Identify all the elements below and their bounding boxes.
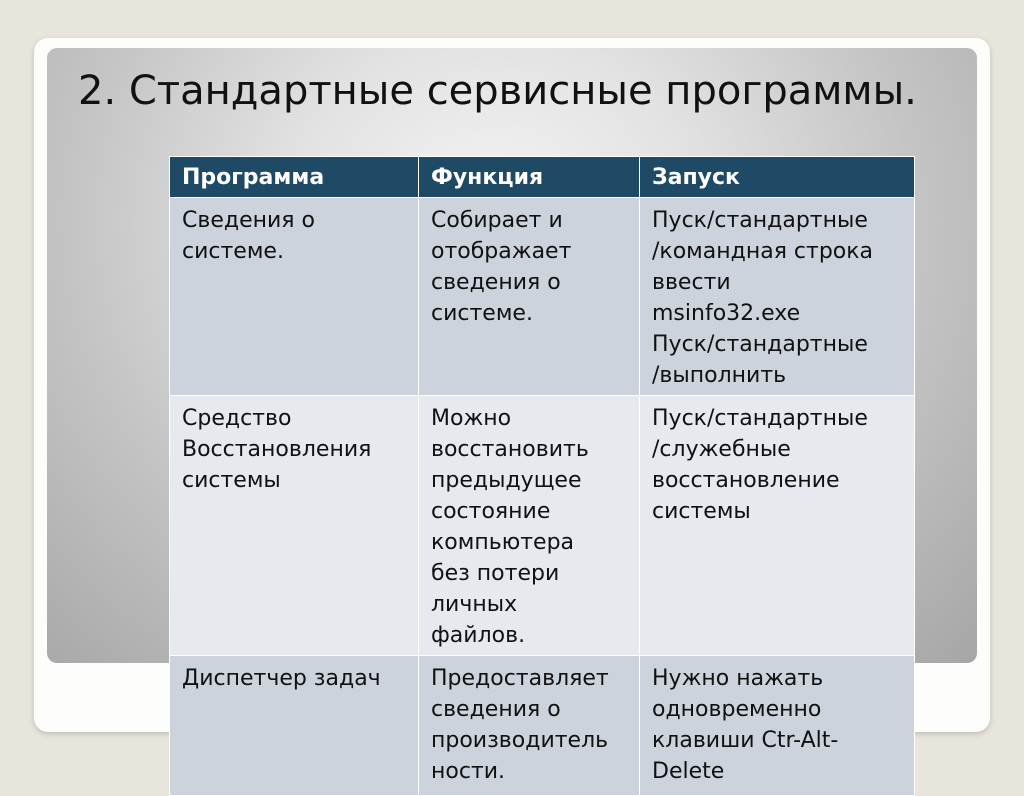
cell-program: [170, 396, 419, 656]
services-table-container: [169, 156, 914, 784]
cell-launch: [640, 656, 915, 796]
cell-program: [170, 656, 419, 796]
cell-launch-text: Пуск/стандартные /служебные восстановление системы: [652, 406, 868, 524]
table-row: [170, 396, 915, 656]
slide-title: 2. Стандартные сервисные программы.: [78, 68, 917, 114]
cell-function: [419, 656, 640, 796]
cell-launch-text: Пуск/стандартные /командная строка ввести msinfo32.exe Пуск/стандартные /выполнить: [652, 208, 874, 388]
table-header-row: [170, 157, 915, 198]
cell-launch: [640, 396, 915, 656]
cell-program-text: Диспетчер задач: [182, 666, 381, 691]
cell-launch: [640, 198, 915, 396]
services-table: [169, 156, 915, 796]
cell-function: [419, 198, 640, 396]
cell-program: [170, 198, 419, 396]
cell-function-text: Предоставляет сведения о производитель ности.: [431, 666, 609, 784]
table-row: [170, 656, 915, 796]
cell-function: [419, 396, 640, 656]
header-launch: Запуск: [640, 157, 915, 198]
cell-function-text: Можно восстановить предыдущее состояние компьютера без потери личных файлов.: [431, 406, 589, 648]
cell-program-text: Сведения о системе.: [182, 208, 315, 264]
header-function: Функция: [419, 157, 640, 198]
cell-function-text: Собирает и отображает сведения о системе.: [431, 208, 572, 326]
header-program: Программа: [170, 157, 419, 198]
cell-launch-text: Нужно нажать одновременно клавиши Ctr-Alt- Delete: [652, 666, 839, 784]
table-row: [170, 198, 915, 396]
cell-program-text: Средство Восстановления системы: [182, 406, 372, 493]
